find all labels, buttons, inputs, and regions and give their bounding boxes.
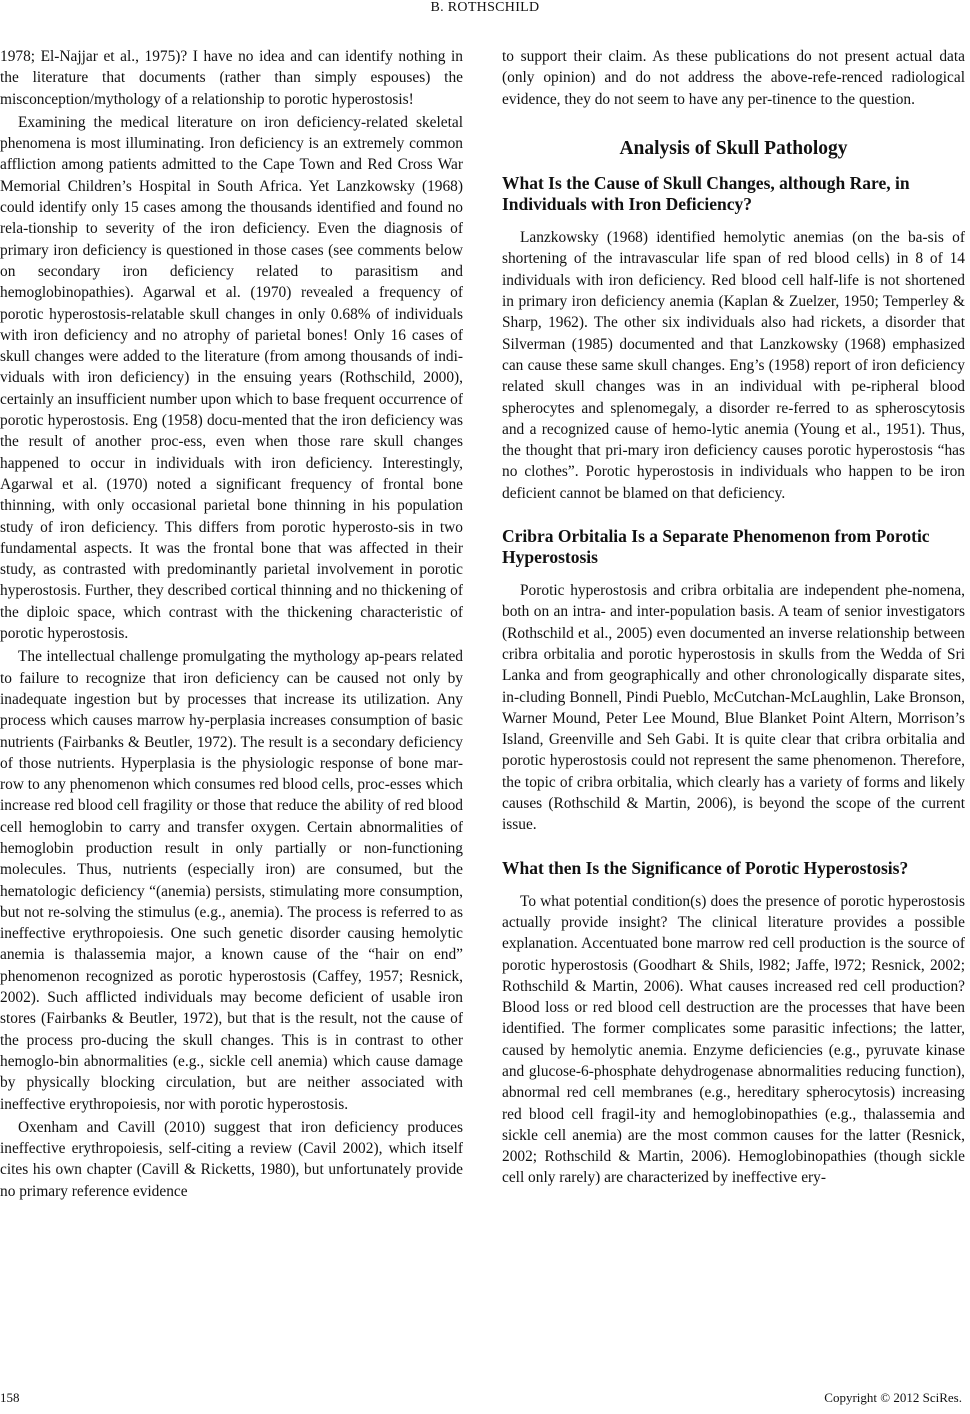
body-paragraph: To what potential condition(s) does the presence of porotic hyperostosis actually provide insight? The clinical literature provides a possible explanation. Accentuated bone marrow red cell production is the source of porotic hyperostosis (Goodhart & Shils, l982; Jaffe, l972; Resnick, 2002; Rothschild & Martin, 2006). What causes increased red cell production? Blood loss or red blood cell destruction are the processes that have been identified. The former complicates some parasitic infections; the latter, caused by hemolytic anemia. Enzyme deficiencies (e.g., pyruvate kinase and glucose-6-phosphate dehydrogenase abnormalities reducing function), abnormal red cell membranes (e.g., hereditary spherocytosis) increasing red blood cell fragil-ity and hemoglobinopathies (e.g., thalassemia and sickle cell anemia) are the most common causes for the latter (Resnick, 2002; Rothschild & Martin, 2006). Hemoglobinopathies (though sickle cell only rarely) are characterized by ineffective ery- [502,892,965,1187]
body-paragraph: Porotic hyperostosis and cribra orbitalia are independent phe-nomena, both on an intra- and inter-population basis. A team of senior investigators (Rothschild et al., 2005) even documented an inverse relationship between cribra orbitalia and porotic hyperostosis in skulls from the Wedda of Sri Lanka and from geographically and other chronologically disparate sites, in-cluding Bonnell, Pindi Pueblo, McCutchan-McLaughlin, Lake Bronson, Warner Mound, Peter Lee Mound, Blue Blanket Point Altern, Morrison’s Island, Greenville and Seh Gabi. It is quite clear that cribra orbitalia and porotic hyperostosis could not represent the same phenomenon. Therefore, the topic of cribra orbitalia, which clearly has a variety of forms and likely causes (Rothschild & Martin, 2006), is beyond the scope of the current issue. [502,582,965,834]
left-column [0,46,463,1202]
subsection-heading: What then Is the Significance of Porotic Hyperostosis? [502,857,909,878]
section-heading: Analysis of Skull Pathology [619,137,848,159]
body-paragraph: Examining the medical literature on iron deficiency-related skeletal phenomena is most illuminating. Iron deficiency is an extremely common affliction among patients admitted to the Cape Town and Red Cross War Memorial Children’s Hospital in South Africa. Yet Lanzkowsky (1968) could identify only 15 cases among the thousands identified and found no rela-tionship to severity of the iron deficiency. Even the diagnosis of primary iron deficiency is questioned in those cases (see comments below on secondary iron deficiency related to parasitism and hemoglobinopathies). Agarwal et al. (1970) revealed a frequency of porotic hyperostosis-relatable skull changes in only 0.68% of individuals with iron deficiency and no atrophy of parietal bones! Only 16 cases of skull changes were added to the literature (from among thousands of indi-viduals with iron deficiency) in the ensuing years (Rothschild, 2000), certainly an insufficient number upon which to base frequent occurrence of porotic hyperostosis. Eng (1958) docu-mented that the iron deficiency was the result of another proc-ess, even when those rare skull changes happened to occur in individuals with iron deficiency. Interestingly, Agarwal et al. (1970) noted a significant frequency of frontal bone thinning, with only occasional parietal bone thinning in his population study of iron deficiency. This differs from porotic hyperosto-sis in two fundamental aspects. It was the frontal bone that was affected in their study, as contrasted with predominantly parietal involvement in porotic hyperostosis. Further, they described cortical thinning and no thickening of the diploic space, which contrast with the thickening characteristic of porotic hyperostosis. [0,113,463,643]
page-number: 158 [0,1390,20,1405]
body-paragraph: 1978; El-Najjar et al., 1975)? I have no idea and can identify nothing in the literature that documents (rather than simply espouses) the misconception/mythology of a relationship to porotic hyperostosis! [0,48,463,108]
body-paragraph: Oxenham and Cavill (2010) suggest that iron deficiency produces ineffective erythropoiesis, self-citing a review (Cavil 2002), which itself cites his own chapter (Cavill & Ricketts, 1980), but unfortunately provide no primary reference evidence [0,1118,463,1200]
right-column [502,46,965,1189]
running-head: B. ROTHSCHILD [430,0,540,15]
copyright-notice: Copyright © 2012 SciRes. [824,1390,962,1405]
body-paragraph: The intellectual challenge promulgating the mythology ap-pears related to failure to recognize that iron deficiency can be caused not only by inadequate ingestion but by processes that increase its utilization. Any process which causes marrow hy-perplasia increases consumption of basic nutrients (Fairbanks & Beutler, 1972). The result is a secondary deficiency of those nutrients. Hyperplasia is the physiologic response of bone mar-row to any phenomenon which consumes red blood cells, proc-esses which increase red blood cell fragility or those that reduce the ability of red blood cell hemoglobin to carry and transfer oxygen. Certain abnormalities of hemoglobin production result in only partially or non-functioning molecules. Thus, nutrients (especially iron) are consumed, but the hematologic deficiency “(anemia) persists, stimulating more consumption, but not re-solving the stimulus (e.g., anemia). The process is referred to as ineffective erythropoiesis. One such genetic disorder causing hemolytic anemia is thalassemia major, a known cause of the “hair on end” phenomenon recognized as porotic hyperostosis (Caffey, 1957; Resnick, 2002). Such afflicted individuals may become deficient of usable iron stores (Fairbanks & Beutler, 1972), but that is the result, not the cause of the process pro-ducing the skull changes. This is in contrast to other hemoglo-bin abnormalities (e.g., sickle cell anemia) which cause damage by physically blocking circulation, but are neither associated with ineffective erythropoiesis, nor with porotic hyperostosis. [0,648,463,1113]
body-paragraph: to support their claim. As these publications do not present actual data (only opinion) and do not address the above-refe-renced radiological evidence, they do not seem to have any per-tinence to the question. [502,48,965,108]
subsection-heading: What Is the Cause of Skull Changes, although Rare, in Individuals with Iron Deficiency? [502,173,910,215]
subsection-heading: Cribra Orbitalia Is a Separate Phenomenon from Porotic Hyperostosis [502,526,930,568]
body-paragraph: Lanzkowsky (1968) identified hemolytic anemias (on the ba-sis of shortening of the intravascular life span of red blood cells) in 8 of 14 individuals with iron deficiency. Red blood cell half-life is not shortened in primary iron deficiency anemia (Kaplan & Zuelzer, 1950; Temperley & Sharp, 1962). The other six individuals also had rickets, a disorder that Silverman (1985) documented and that Lanzkowsky (1968) emphasized can cause these same skull changes. Eng’s (1958) report of iron deficiency related skull changes was in an individual with pe-ripheral blood spherocytes and splenomegaly, a disorder re-ferred to as spheroscytosis and a recognized cause of hemo-lytic anemia (Young et al., 1951). Thus, the thought that pri-mary iron deficiency causes porotic hyperostosis “has no clothes”. Porotic hyperostosis in individuals who happen to be iron deficient cannot be blamed on that deficiency. [502,229,965,502]
